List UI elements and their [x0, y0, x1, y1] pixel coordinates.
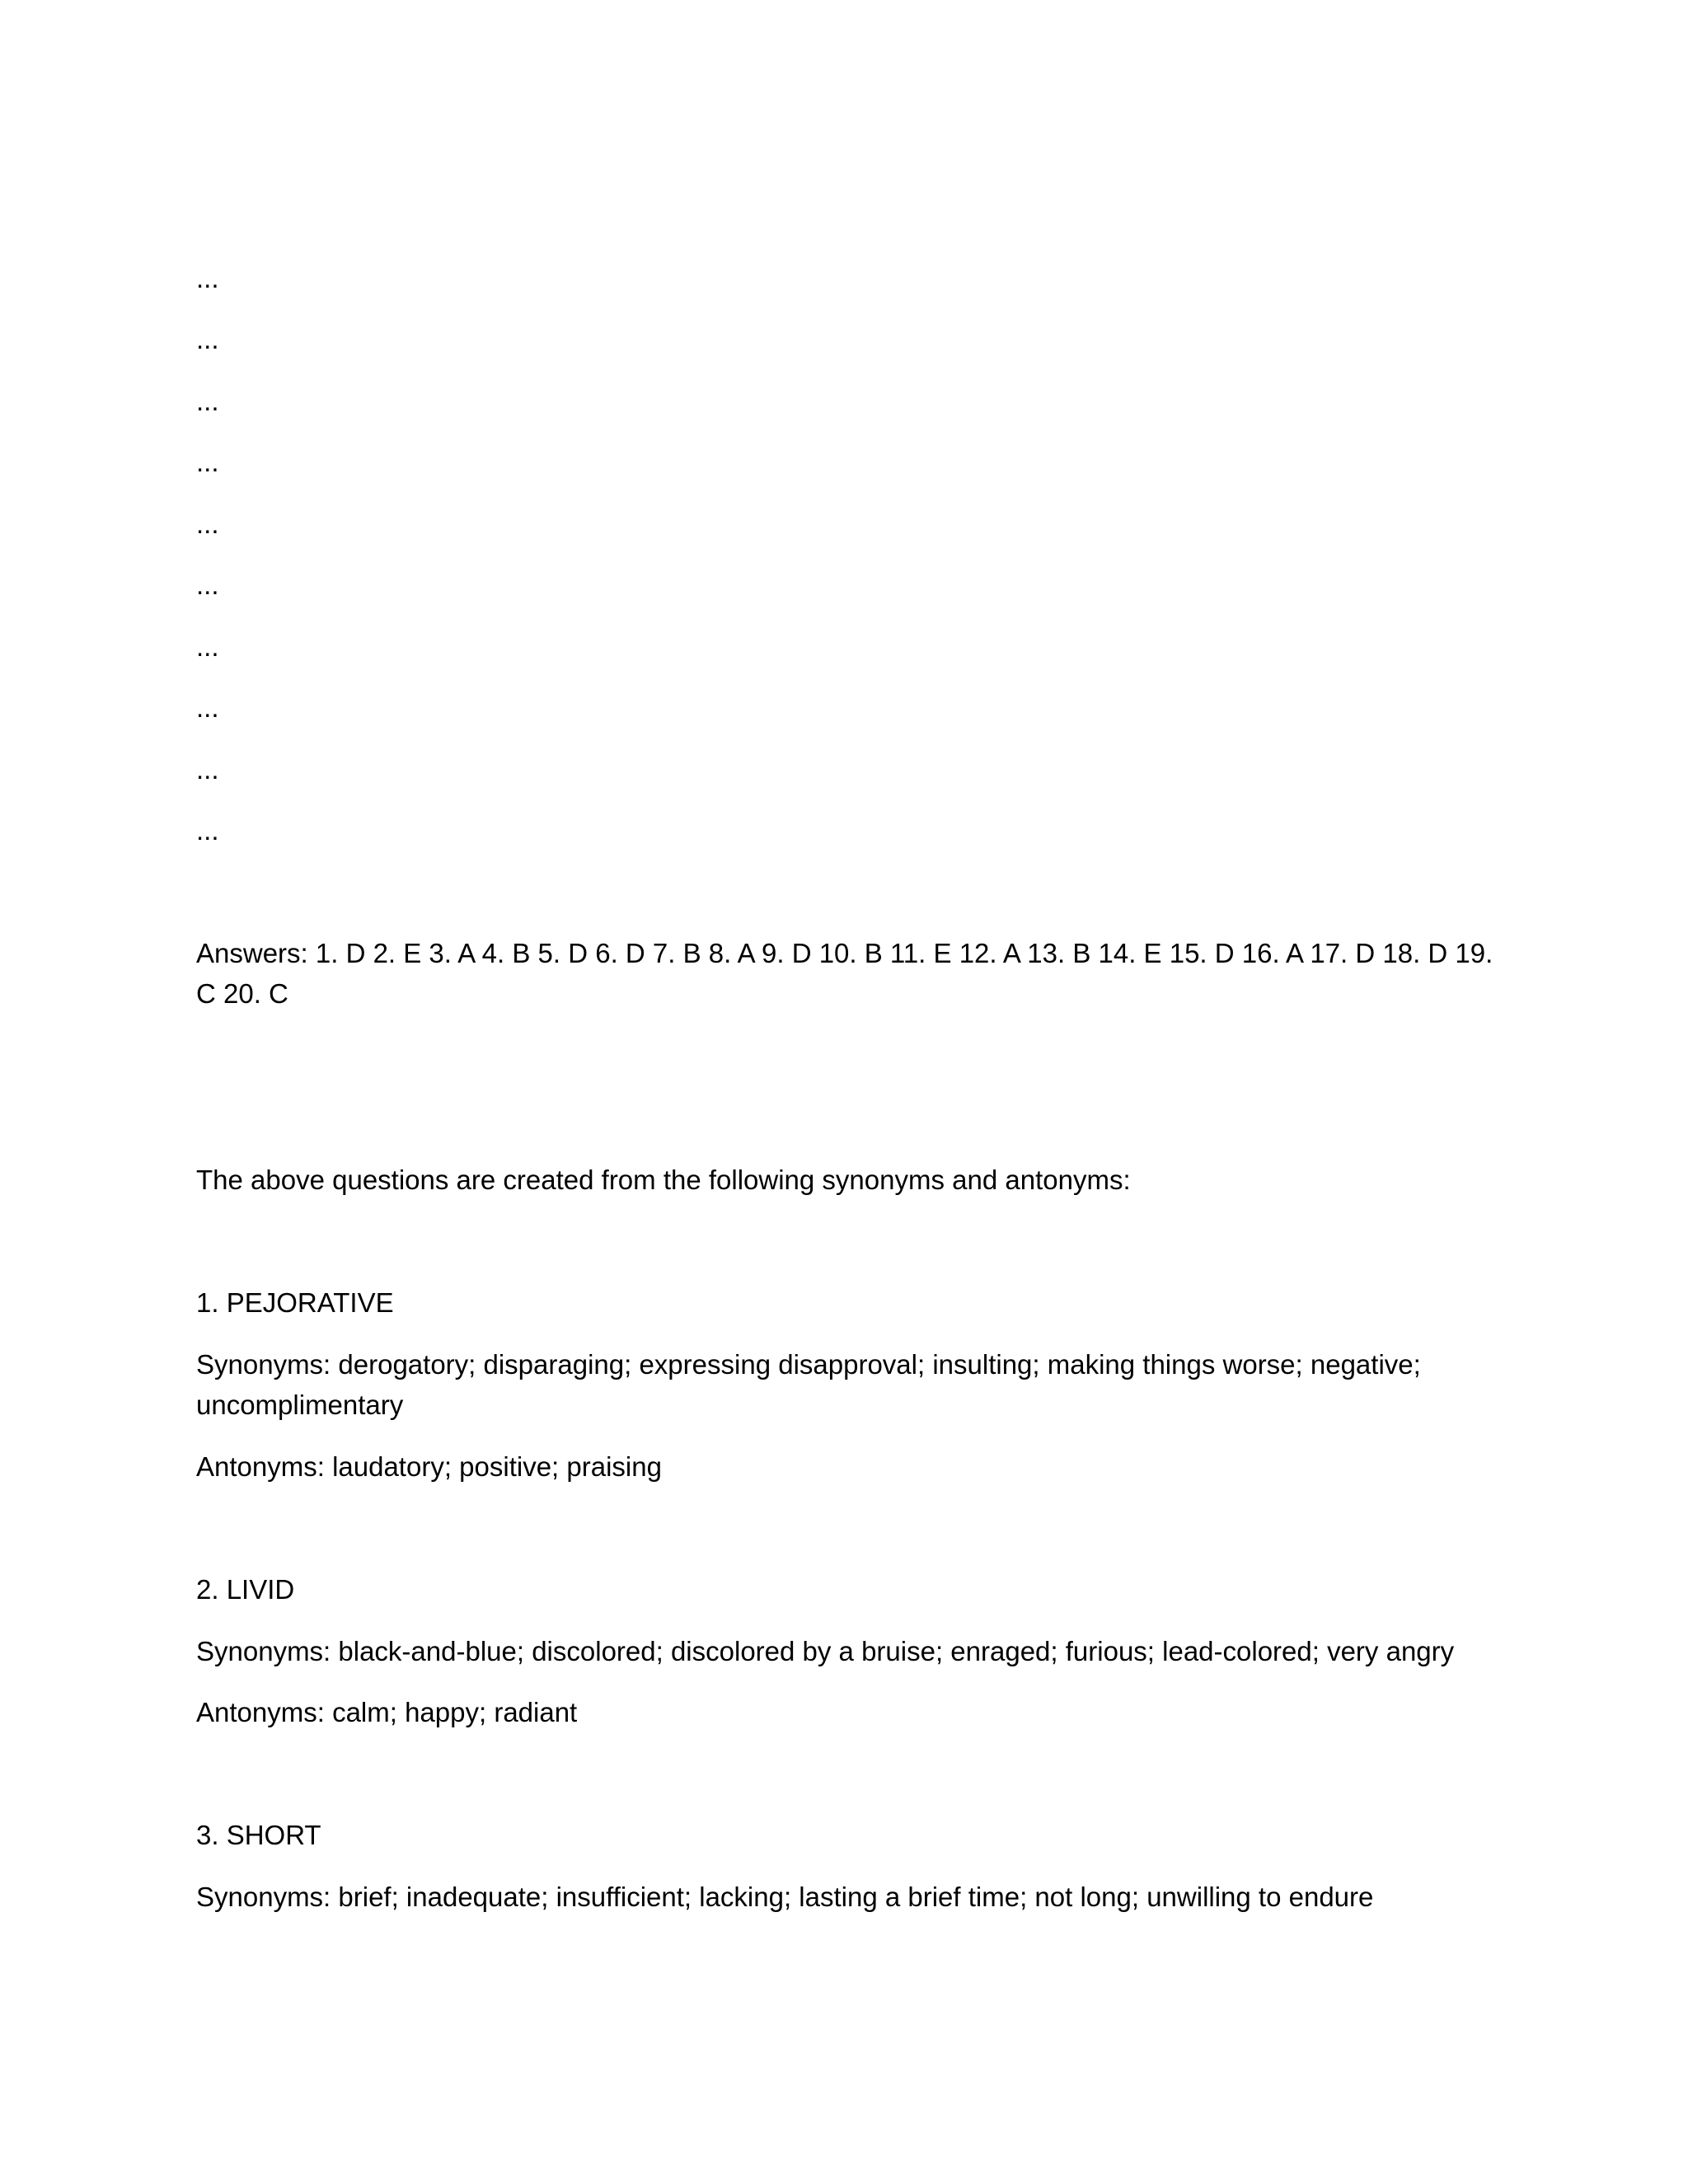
- entry-synonyms-continued: uncomplimentary: [196, 1390, 404, 1420]
- ellipsis-line: ...: [196, 754, 219, 785]
- entry-heading: 2. LIVID: [196, 1574, 295, 1605]
- ellipsis-line: ...: [196, 447, 219, 477]
- entry-synonyms: Synonyms: derogatory; disparaging; expressing disapproval; insulting; making things worse; negative;: [196, 1349, 1421, 1380]
- ellipsis-line: ...: [196, 386, 219, 416]
- ellipsis-line: ...: [196, 569, 219, 600]
- entry-heading: 3. SHORT: [196, 1820, 321, 1850]
- ellipsis-line: ...: [196, 324, 219, 354]
- entry-synonyms: Synonyms: brief; inadequate; insufficient; lacking; lasting a brief time; not long; unwilling to endure: [196, 1882, 1374, 1912]
- answers-line-2: C 20. C: [196, 978, 288, 1009]
- ellipsis-line: ...: [196, 631, 219, 662]
- entry-heading: 1. PEJORATIVE: [196, 1287, 394, 1318]
- answers-line-1: Answers: 1. D 2. E 3. A 4. B 5. D 6. D 7. B 8. A 9. D 10. B 11. E 12. A 13. B 14. E 15. D 16. A 17. D 18. D 19.: [196, 938, 1493, 968]
- intro-text: The above questions are created from the following synonyms and antonyms:: [196, 1165, 1131, 1195]
- ellipsis-line: ...: [196, 815, 219, 846]
- entry-antonyms: Antonyms: laudatory; positive; praising: [196, 1451, 662, 1482]
- entry-antonyms: Antonyms: calm; happy; radiant: [196, 1697, 578, 1727]
- ellipsis-line: ...: [196, 692, 219, 723]
- ellipsis-line: ...: [196, 509, 219, 539]
- entry-synonyms: Synonyms: black-and-blue; discolored; discolored by a bruise; enraged; furious; lead-colored; very angry: [196, 1636, 1455, 1666]
- ellipsis-line: ...: [196, 263, 219, 293]
